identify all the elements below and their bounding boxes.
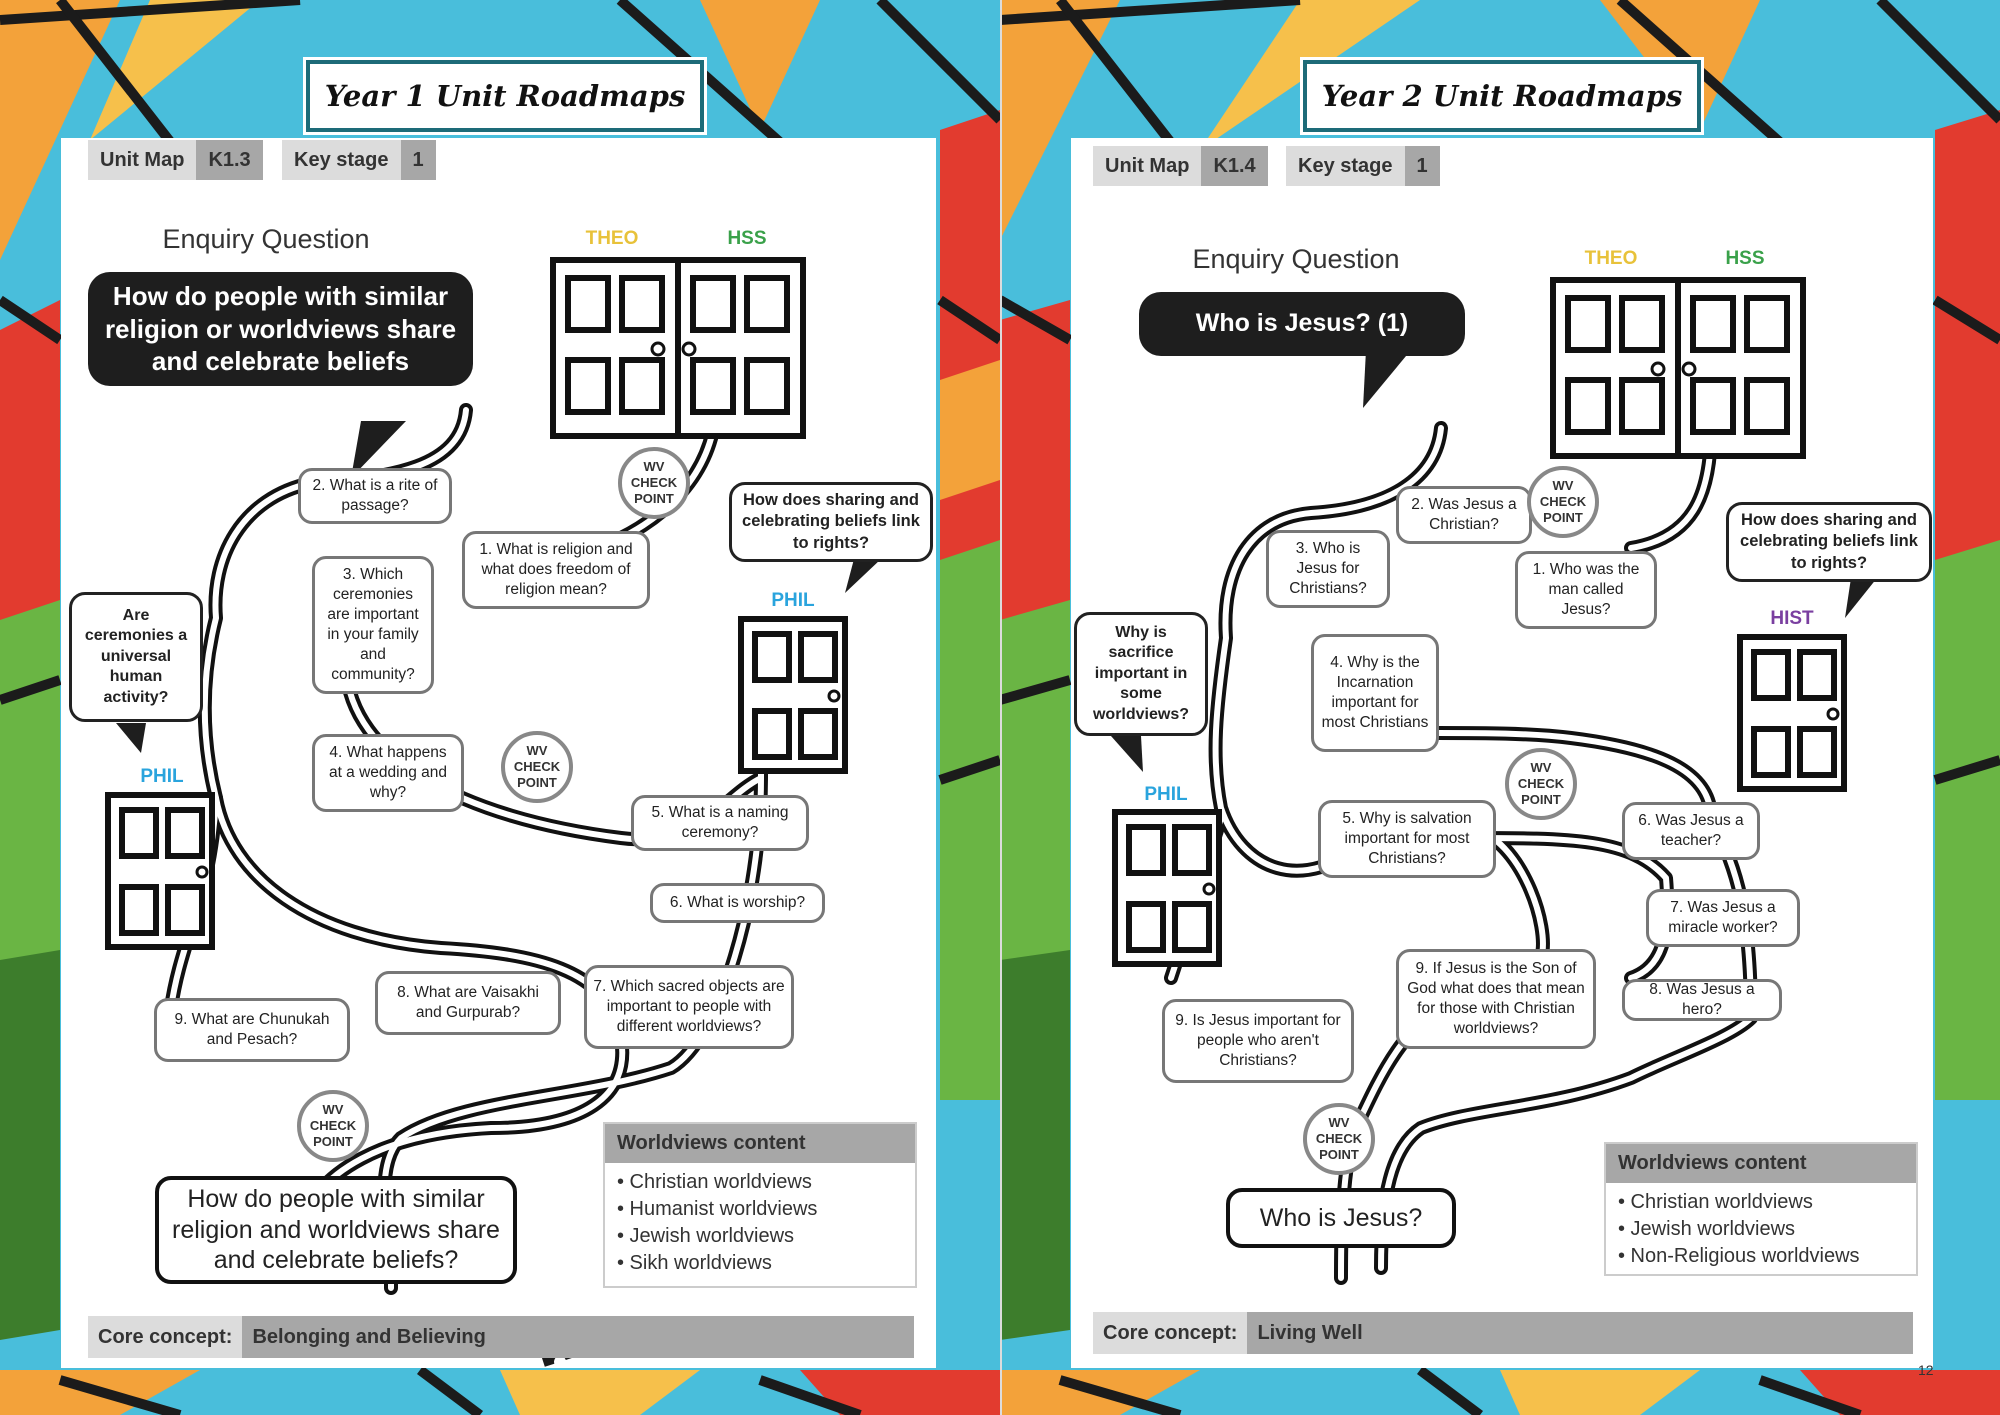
step-8: 8. Was Jesus a hero?	[1622, 979, 1782, 1021]
step-1: 1. Who was the man called Jesus?	[1515, 551, 1657, 629]
point-label: POINT	[1319, 1147, 1359, 1163]
point-label: POINT	[634, 491, 674, 507]
step-2: 2. What is a rite of passage?	[298, 468, 452, 524]
right-page	[1000, 0, 2000, 1415]
step-4: 4. What happens at a wedding and why?	[312, 734, 464, 812]
unit-map-chip	[1093, 146, 1268, 186]
phil-door-right-icon	[741, 619, 845, 771]
check-label: CHECK	[1517, 775, 1565, 791]
key-stage-label: Key stage	[282, 140, 401, 180]
unit-map-label: Unit Map	[1093, 146, 1201, 186]
wv-checkpoint-1	[618, 447, 690, 519]
point-label: POINT	[313, 1134, 353, 1150]
step-4: 4. Why is the Incarnation important for most Christians	[1311, 634, 1439, 752]
unit-map-code: K1.3	[196, 140, 262, 180]
theo-hss-door-icon	[553, 260, 803, 436]
check-label: CHECK	[1539, 493, 1587, 509]
phil-question-right: How does sharing and celebrating beliefs link to rights?	[1726, 502, 1932, 582]
enquiry-question: Who is Jesus? (1)	[1139, 292, 1465, 356]
phil-tag-left: PHIL	[140, 766, 184, 787]
worldviews-content	[1604, 1142, 1918, 1276]
step-9-son-of-god: 9. If Jesus is the Son of God what does that mean for those with Christian worldviews?	[1396, 949, 1596, 1049]
unit-map-code: K1.4	[1201, 146, 1267, 186]
step-5: 5. What is a naming ceremony?	[631, 795, 809, 851]
page-number: 12	[1918, 1362, 1934, 1378]
hss-tag: HSS	[727, 228, 767, 249]
worldview-item: • Christian worldviews	[1618, 1191, 1813, 1213]
step-7: 7. Which sacred objects are important to people with different worldviews?	[584, 965, 794, 1049]
hist-tag: HIST	[1770, 608, 1814, 629]
worldviews-title: Worldviews content	[1606, 1144, 1916, 1183]
phil-door-left-icon	[1115, 812, 1219, 964]
core-concept-bar	[1093, 1312, 1913, 1354]
core-concept-label: Core concept:	[1093, 1312, 1247, 1354]
unit-banner: Year 1 Unit Roadmaps	[306, 60, 704, 132]
wv-label: WV	[526, 742, 548, 758]
key-stage-chip	[282, 140, 436, 180]
point-label: POINT	[517, 775, 557, 791]
enquiry-title: Enquiry Question	[1192, 244, 1400, 274]
worldview-item: • Jewish worldviews	[1618, 1218, 1796, 1240]
theo-tag: THEO	[1584, 248, 1638, 269]
step-3: 3. Which ceremonies are important in your family and community?	[312, 556, 434, 694]
hss-tag: HSS	[1725, 248, 1765, 269]
wv-label: WV	[322, 1101, 344, 1117]
theo-tag: THEO	[585, 228, 639, 249]
check-label: CHECK	[513, 758, 561, 774]
final-question: How do people with similar religion and worldviews share and celebrate beliefs?	[155, 1176, 517, 1284]
phil-door-left-icon	[108, 795, 212, 947]
wv-label: WV	[1530, 759, 1552, 775]
wv-label: WV	[1552, 477, 1574, 493]
check-label: CHECK	[309, 1117, 357, 1133]
step-8: 8. What are Vaisakhi and Gurpurab?	[375, 971, 561, 1035]
wv-checkpoint-1	[1527, 466, 1599, 538]
key-stage-value: 1	[1405, 146, 1440, 186]
phil-question-right: How does sharing and celebrating beliefs link to rights?	[729, 482, 933, 562]
unit-map-panel	[1071, 138, 1933, 1368]
worldview-item: • Sikh worldviews	[617, 1252, 772, 1274]
unit-map-chip	[88, 140, 263, 180]
step-1: 1. What is religion and what does freedom of religion mean?	[462, 531, 650, 609]
wv-checkpoint-2	[501, 731, 573, 803]
step-6: 6. What is worship?	[650, 883, 825, 923]
wv-checkpoint-3	[1303, 1103, 1375, 1175]
wv-label: WV	[1328, 1114, 1350, 1130]
key-stage-value: 1	[401, 140, 436, 180]
worldviews-title: Worldviews content	[605, 1124, 915, 1163]
unit-banner: Year 2 Unit Roadmaps	[1303, 60, 1701, 132]
wv-checkpoint-3	[297, 1090, 369, 1162]
point-label: POINT	[1521, 792, 1561, 808]
key-stage-chip	[1286, 146, 1440, 186]
phil-question-left: Why is sacrifice important in some worldviews?	[1074, 612, 1208, 736]
enquiry-question: How do people with similar religion or worldviews share and celebrate beliefs	[88, 272, 473, 386]
core-concept-label: Core concept:	[88, 1316, 242, 1358]
unit-map-label: Unit Map	[88, 140, 196, 180]
step-9-important: 9. Is Jesus important for people who aren't Christians?	[1162, 999, 1354, 1083]
theo-hss-door-icon	[1553, 280, 1803, 456]
final-question: Who is Jesus?	[1226, 1188, 1456, 1248]
hist-door-icon	[1740, 637, 1844, 789]
worldview-item: • Jewish worldviews	[617, 1225, 795, 1247]
step-2: 2. Was Jesus a Christian?	[1396, 486, 1532, 544]
core-concept-value: Belonging and Believing	[242, 1316, 914, 1358]
check-label: CHECK	[630, 474, 678, 490]
phil-question-left: Are ceremonies a universal human activity?	[69, 592, 203, 722]
worldview-item: • Christian worldviews	[617, 1171, 812, 1193]
core-concept-value: Living Well	[1247, 1312, 1913, 1354]
phil-tag-left: PHIL	[1144, 784, 1188, 805]
phil-tag-right: PHIL	[771, 590, 815, 611]
step-7: 7. Was Jesus a miracle worker?	[1646, 889, 1800, 947]
worldview-item: • Non-Religious worldviews	[1618, 1245, 1860, 1267]
worldviews-content	[603, 1122, 917, 1288]
step-5: 5. Why is salvation important for most Christians?	[1318, 800, 1496, 878]
step-9: 9. What are Chunukah and Pesach?	[154, 998, 350, 1062]
point-label: POINT	[1543, 510, 1583, 526]
key-stage-label: Key stage	[1286, 146, 1405, 186]
step-3: 3. Who is Jesus for Christians?	[1266, 530, 1390, 608]
worldview-item: • Humanist worldviews	[617, 1198, 818, 1220]
enquiry-title: Enquiry Question	[162, 224, 370, 254]
unit-map-panel	[61, 138, 936, 1368]
check-label: CHECK	[1315, 1130, 1363, 1146]
wv-checkpoint-2	[1505, 748, 1577, 820]
step-6: 6. Was Jesus a teacher?	[1622, 802, 1760, 860]
wv-label: WV	[643, 458, 665, 474]
core-concept-bar	[88, 1316, 914, 1358]
